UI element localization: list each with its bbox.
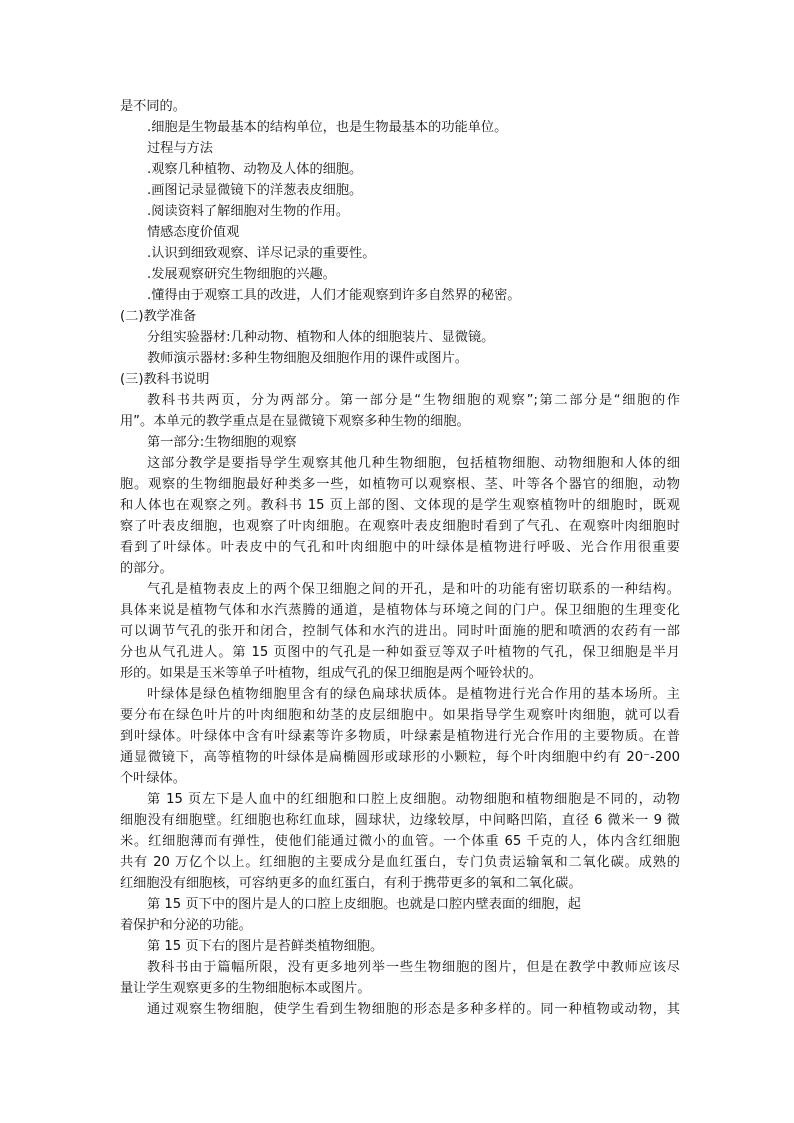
text-line: 到叶绿体。叶绿体中含有叶绿素等许多物质，叶绿素是植物进行光合作用的主要物质。在普	[120, 729, 680, 744]
text-line: 气孔是植物表皮上的两个保卫细胞之间的开孔，是和叶的功能有密切联系的一种结构。	[147, 582, 680, 597]
text-line: 共有 20 万亿个以上。红细胞的主要成分是血红蛋白，专门负责运输氧和二氧化碳。成熟的	[120, 855, 680, 870]
text-line: 通显微镜下，高等植物的叶绿体是扁椭圆形或球形的小颗粒，每个叶肉细胞中约有 20⁻-200	[120, 750, 680, 765]
text-line: .阅读资料了解细胞对生物的作用。	[147, 204, 350, 219]
text-line: .观察几种植物、动物及人体的细胞。	[147, 162, 363, 177]
text-line: 教师演示器材:多种生物细胞及细胞作用的课件或图片。	[147, 351, 468, 366]
text-line: 通过观察生物细胞，使学生看到生物细胞的形态是多种多样的。同一种植物或动物，其	[147, 1002, 680, 1017]
text-line: 红细胞没有细胞核，可容纳更多的血红蛋白，有利于携带更多的氧和二氧化碳。	[120, 876, 582, 891]
text-line: 第 15 页左下是人血中的红细胞和口腔上皮细胞。动物细胞和植物细胞是不同的，动物	[147, 792, 680, 807]
text-line: .认识到细致观察、详尽记录的重要性。	[147, 246, 376, 261]
text-line: 和人体也在观察之列。教科书 15 页上部的图、文体现的是学生观察植物叶的细胞时，既观	[120, 498, 680, 513]
text-line: 教科书由于篇幅所限，没有更多地列举一些生物细胞的图片，但是在教学中教师应该尽	[147, 960, 680, 975]
text-line: 情感态度价值观	[147, 225, 240, 240]
text-line: .细胞是生物最基本的结构单位，也是生物最基本的功能单位。	[147, 120, 508, 135]
text-line: 胞。观察的生物细胞最好种类多一些，如植物可以观察根、茎、叶等各个器官的细胞，动物	[120, 477, 680, 492]
text-line: 看到了叶绿体。叶表皮中的气孔和叶肉细胞中的叶绿体是植物进行呼吸、光合作用很重要	[120, 540, 680, 555]
text-line: 分也从气孔进人。第 15 页图中的气孔是一种如蚕豆等双子叶植物的气孔，保卫细胞是半月	[120, 645, 680, 660]
text-line: 个叶绿体。	[120, 771, 186, 786]
text-line: 教科书共两页，分为两部分。第一部分是“生物细胞的观察”;第二部分是“细胞的作	[147, 393, 680, 408]
text-line: 分组实验器材:几种动物、植物和人体的细胞装片、显微镜。	[147, 330, 495, 345]
text-line: 过程与方法	[147, 141, 213, 156]
text-line: 要分布在绿色叶片的叶肉细胞和幼茎的皮层细胞中。如果指导学生观察叶肉细胞，就可以看	[120, 708, 680, 723]
text-line: 这部分教学是要指导学生观察其他几种生物细胞，包括植物细胞、动物细胞和人体的细	[147, 456, 680, 471]
text-line: 具体来说是植物气体和水汽蒸腾的通道，是植物体与环境之间的门户。保卫细胞的生理变化	[120, 603, 680, 618]
text-line: (二)教学准备	[120, 309, 197, 324]
text-line: (三)教科书说明	[120, 372, 210, 387]
text-line: 着保护和分泌的功能。	[120, 918, 252, 933]
text-line: 用”。本单元的教学重点是在显微镜下观察多种生物的细胞。	[120, 414, 470, 429]
text-line: 的部分。	[120, 561, 173, 576]
text-line: 第 15 页下中的图片是人的口腔上皮细胞。也就是口腔内壁表面的细胞，起	[147, 897, 581, 912]
text-line: 量让学生观察更多的生物细胞标本或图片。	[120, 981, 371, 996]
document-body	[120, 96, 680, 1020]
text-line: 叶绿体是绿色植物细胞里含有的绿色扁球状质体。是植物进行光合作用的基本场所。主	[147, 687, 680, 702]
text-line: .画图记录显微镜下的洋葱表皮细胞。	[147, 183, 363, 198]
text-line: 细胞没有细胞壁。红细胞也称红血球，圆球状，边缘较厚，中间略凹陷，直径 6 微米一 9 微	[120, 813, 680, 828]
text-line: 第一部分:生物细胞的观察	[147, 435, 297, 450]
text-line: 第 15 页下右的图片是苔鲜类植物细胞。	[147, 939, 384, 954]
text-line: 可以调节气孔的张开和闭合，控制气体和水汽的进出。同时叶面施的肥和喷洒的农药有一部	[120, 624, 680, 639]
text-line: .发展观察研究生物细胞的兴趣。	[147, 267, 336, 282]
text-line: 察了叶表皮细胞，也观察了叶肉细胞。在观察叶表皮细胞时看到了气孔、在观察叶肉细胞时	[120, 519, 680, 534]
text-line: 米。红细胞薄而有弹性，使他们能通过微小的血管。一个体重 65 千克的人，体内含红细胞	[120, 834, 680, 849]
text-line: .懂得由于观察工具的改进，人们才能观察到许多自然界的秘密。	[147, 288, 521, 303]
text-line: 是不同的。	[120, 99, 186, 114]
text-line: 形的。如果是玉米等单子叶植物，组成气孔的保卫细胞是两个哑铃状的。	[120, 666, 542, 681]
